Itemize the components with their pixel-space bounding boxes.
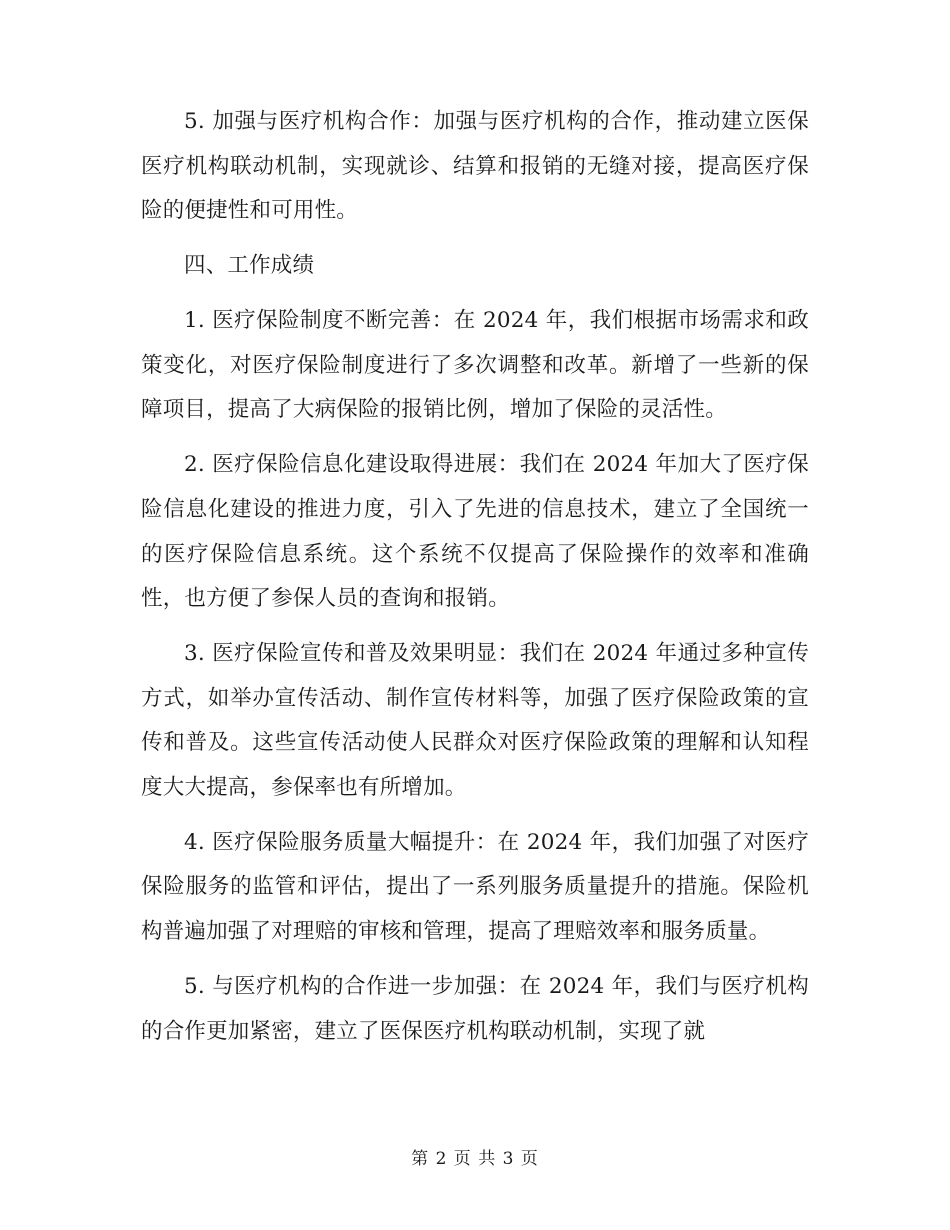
paragraph-achievement-2: 2. 医疗保险信息化建设取得进展：我们在 2024 年加大了医疗保险信息化建设的推进力度，引入了先进的信息技术，建立了全国统一的医疗保险信息系统。这个系统不仅提高了保险操作的效率和准确性，也方便了参保人员的查询和报销。: [141, 452, 809, 612]
paragraph-cooperation-measure: 5. 加强与医疗机构合作：加强与医疗机构的合作，推动建立医保医疗机构联动机制，实现就诊、结算和报销的无缝对接，提高医疗保险的便捷性和可用性。: [141, 109, 809, 224]
document-body: [141, 100, 809, 1065]
paragraph-achievement-4: 4. 医疗保险服务质量大幅提升：在 2024 年，我们加强了对医疗保险服务的监管和评估，提出了一系列服务质量提升的措施。保险机构普遍加强了对理赔的审核和管理，提高了理赔效率和服务质量。: [141, 829, 809, 945]
paragraph-achievement-5: 5. 与医疗机构的合作进一步加强：在 2024 年，我们与医疗机构的合作更加紧密，建立了医保医疗机构联动机制，实现了就: [141, 974, 809, 1044]
paragraph-achievement-3: 3. 医疗保险宣传和普及效果明显：我们在 2024 年通过多种宣传方式，如举办宣传活动、制作宣传材料等，加强了医疗保险政策的宣传和普及。这些宣传活动使人民群众对医疗保险政策的理解和认知程度大大提高，参保率也有所增加。: [141, 641, 809, 800]
paragraph-achievement-1: 1. 医疗保险制度不断完善：在 2024 年，我们根据市场需求和政策变化，对医疗保险制度进行了多次调整和改革。新增了一些新的保障项目，提高了大病保险的报销比例，增加了保险的灵活性。: [141, 308, 809, 423]
section-heading-achievements: 四、工作成绩: [184, 253, 315, 279]
page-number-footer: 第 2 页 共 3 页: [411, 1149, 539, 1169]
